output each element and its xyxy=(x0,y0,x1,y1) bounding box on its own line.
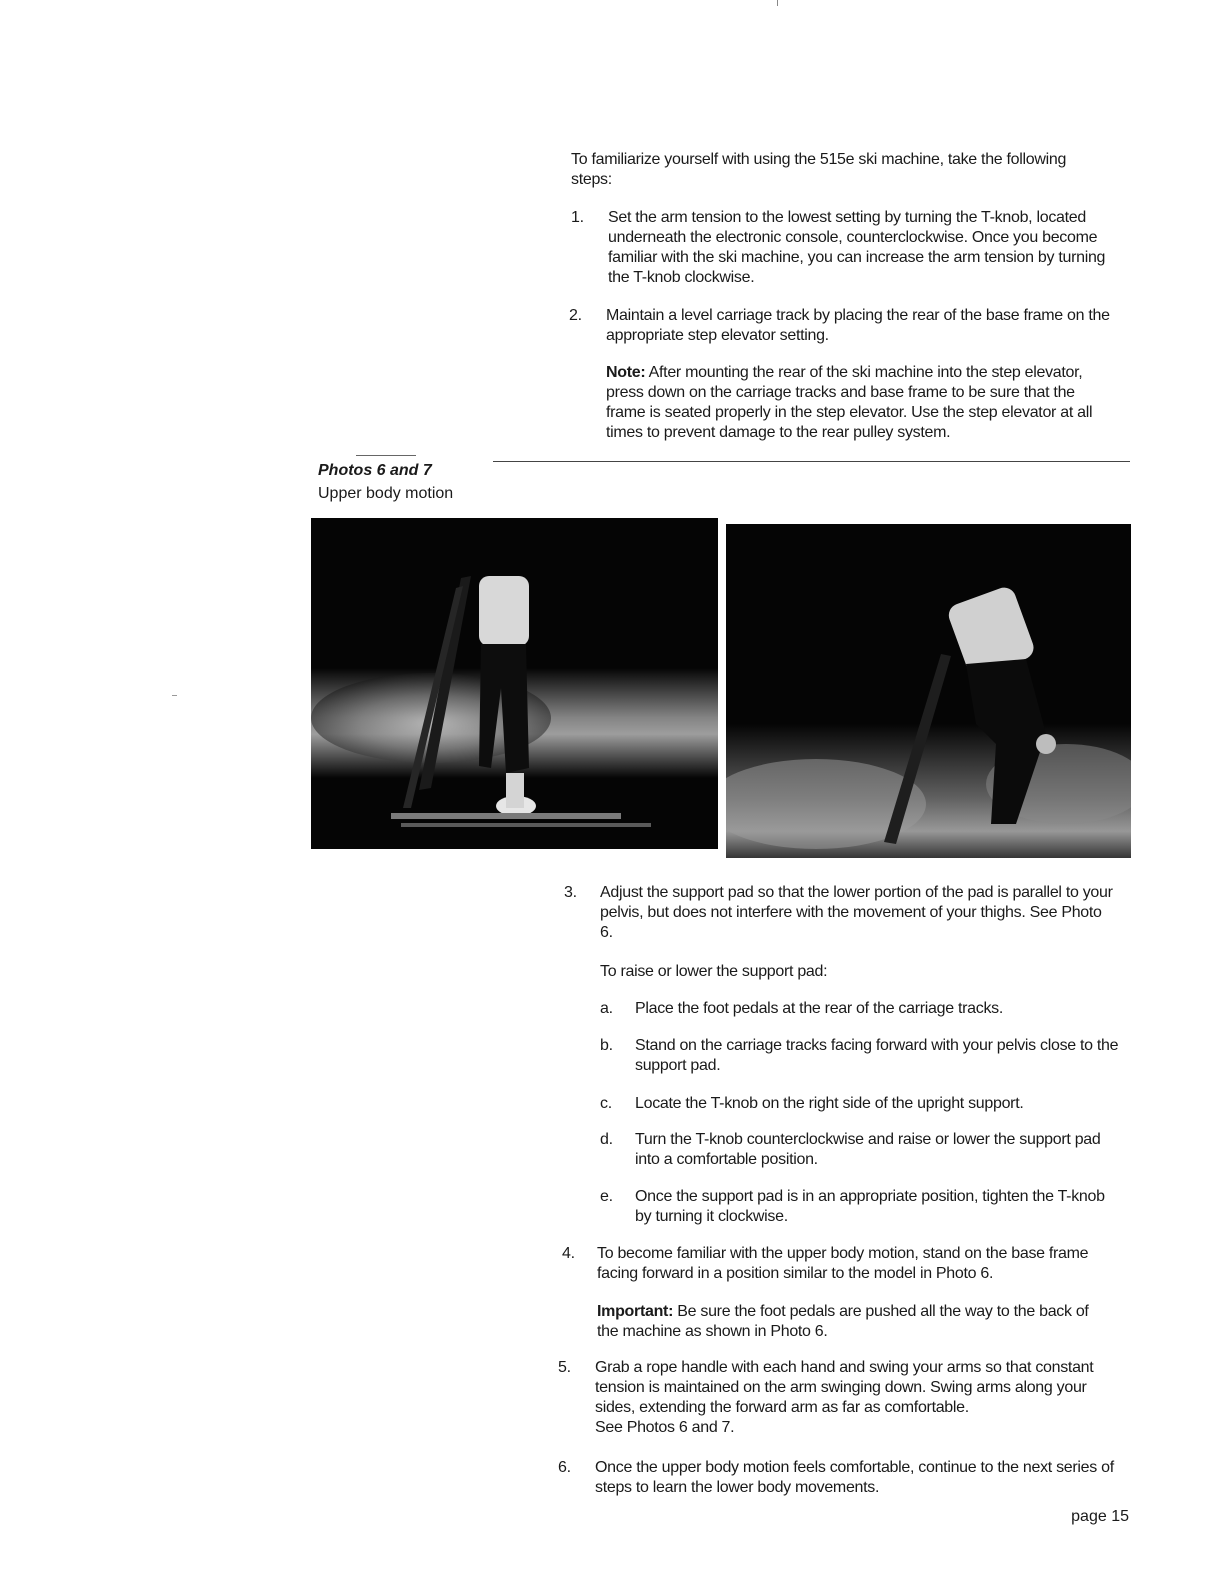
important-label: Important: xyxy=(597,1303,674,1320)
photo-6-image xyxy=(311,518,718,849)
scan-mark xyxy=(777,0,778,6)
note-label: Note: xyxy=(606,364,646,381)
step-3-number: 3. xyxy=(564,884,577,901)
step-2-text: Maintain a level carriage track by placing the rear of the base frame on the appropriate step elevator setting. xyxy=(606,307,1110,344)
step-4-number: 4. xyxy=(562,1245,575,1262)
step-1-number: 1. xyxy=(571,209,584,226)
photo-7-image xyxy=(726,524,1131,858)
caption-rule xyxy=(356,455,416,456)
substep-a-number: a. xyxy=(600,1000,613,1017)
substep-a-text: Place the foot pedals at the rear of the carriage tracks. xyxy=(635,1000,1004,1017)
step-1-text: Set the arm tension to the lowest setting by turning the T-knob, located underneath the electronic console, counterclockwise. Once you become familiar with the ski machine, you can increase the arm tension by turning the T-knob clockwise. xyxy=(608,209,1106,286)
raise-lower-intro: To raise or lower the support pad: xyxy=(600,963,828,980)
substep-b-number: b. xyxy=(600,1037,613,1054)
substep-d-number: d. xyxy=(600,1131,613,1148)
step-3-text: Adjust the support pad so that the lower portion of the pad is parallel to your pelvis, but does not interfere with the movement of your thighs. See Photo 6. xyxy=(600,884,1113,941)
step-4-text: To become familiar with the upper body motion, stand on the base frame facing forward in a position similar to the model in Photo 6. xyxy=(597,1245,1089,1282)
photo-7 xyxy=(726,524,1131,858)
step-2-number: 2. xyxy=(569,307,582,324)
photo-caption-title: Photos 6 and 7 xyxy=(318,462,432,479)
step-5-text xyxy=(595,1358,1113,1438)
important-paragraph xyxy=(597,1302,1107,1342)
scan-speck xyxy=(172,695,177,696)
substep-d-text: Turn the T-knob counterclockwise and raise or lower the support pad into a comfortable position. xyxy=(635,1131,1101,1168)
photo-6 xyxy=(311,518,718,849)
step-5-body: Grab a rope handle with each hand and swing your arms so that constant tension is maintained on the arm swinging down. Swing arms along your sides, extending the forward arm as far as comfortable. xyxy=(595,1359,1094,1416)
step-5-see-photos: See Photos 6 and 7. xyxy=(595,1419,735,1436)
section-divider xyxy=(493,461,1130,462)
substep-c-number: c. xyxy=(600,1095,612,1112)
substep-e-text: Once the support pad is in an appropriate position, tighten the T-knob by turning it clockwise. xyxy=(635,1188,1105,1225)
substep-e-number: e. xyxy=(600,1188,613,1205)
note-paragraph xyxy=(606,363,1112,443)
note-text: After mounting the rear of the ski machine into the step elevator, press down on the carriage tracks and base frame to be sure that the frame is seated properly in the step elevator. Use the step elevator at all times to prevent damage to the rear pulley system. xyxy=(606,364,1093,441)
page-number: page 15 xyxy=(1071,1508,1129,1525)
step-6-text: Once the upper body motion feels comfortable, continue to the next series of steps to learn the lower body movements. xyxy=(595,1459,1114,1496)
step-5-number: 5. xyxy=(558,1359,571,1376)
intro-paragraph: To familiarize yourself with using the 515e ski machine, take the following steps: xyxy=(571,151,1067,188)
substep-c-text: Locate the T-knob on the right side of the upright support. xyxy=(635,1095,1024,1112)
substep-b-text: Stand on the carriage tracks facing forward with your pelvis close to the support pad. xyxy=(635,1037,1119,1074)
important-text: Be sure the foot pedals are pushed all the way to the back of the machine as shown in Photo 6. xyxy=(597,1303,1089,1340)
photo-caption-subtitle: Upper body motion xyxy=(318,485,454,502)
step-6-number: 6. xyxy=(558,1459,571,1476)
